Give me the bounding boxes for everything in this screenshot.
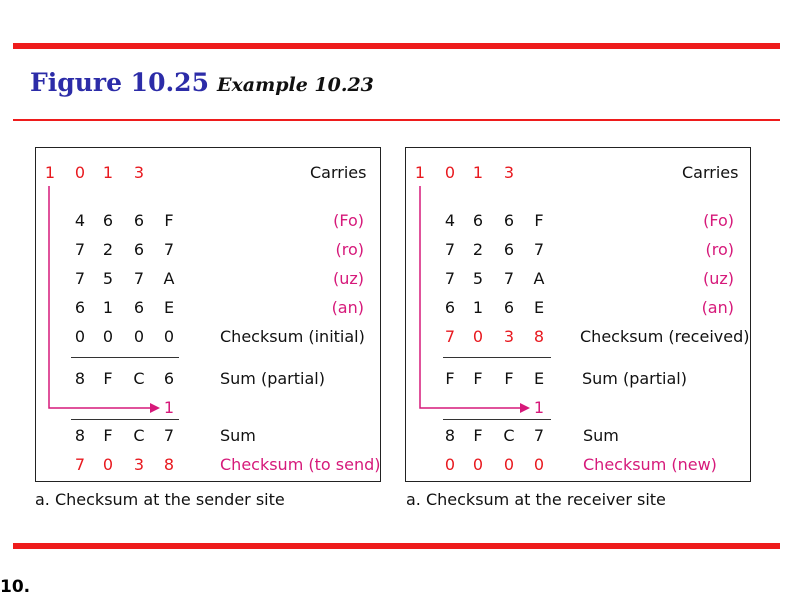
- sender-panel: [35, 147, 381, 482]
- receiver-digit: 5: [472, 269, 484, 288]
- receiver-digit: 4: [444, 211, 456, 230]
- receiver-carry-digit: 3: [503, 163, 515, 182]
- receiver-panel: [405, 147, 751, 482]
- sender-digit: 7: [133, 269, 145, 288]
- sender-row-label: (ro): [335, 240, 364, 259]
- sender-checksum-digit: 3: [133, 455, 145, 474]
- sender-row-label: (an): [331, 298, 364, 317]
- receiver-row-label: (uz): [702, 269, 734, 288]
- receiver-carry-digit: 1: [414, 163, 426, 182]
- receiver-digit: E: [533, 298, 545, 317]
- receiver-digit: F: [445, 369, 455, 388]
- receiver-carry-digit: 0: [444, 163, 456, 182]
- sender-partial-label: Sum (partial): [220, 369, 325, 388]
- title-divider: [13, 119, 780, 121]
- sender-digit: E: [163, 298, 175, 317]
- sender-digit: 6: [74, 298, 86, 317]
- receiver-received-digit: 8: [533, 327, 545, 346]
- sender-checksum-digit: 8: [163, 455, 175, 474]
- sender-digit: 0: [163, 327, 175, 346]
- sender-row-label: (Fo): [333, 211, 364, 230]
- sender-digit: 6: [133, 211, 145, 230]
- receiver-digit: A: [533, 269, 545, 288]
- receiver-checksum-digit: 0: [472, 455, 484, 474]
- sender-digit: 0: [102, 327, 114, 346]
- sender-carries-label: Carries: [310, 163, 367, 182]
- sender-digit: 0: [74, 327, 86, 346]
- sender-digit: C: [133, 369, 145, 388]
- receiver-checksum-label: Checksum (new): [583, 455, 717, 474]
- receiver-carry-in: 1: [533, 398, 545, 417]
- sender-sum-label: Sum: [220, 426, 256, 445]
- sender-digit: 6: [133, 240, 145, 259]
- top-red-rule: [13, 43, 780, 49]
- receiver-digit: 6: [503, 240, 515, 259]
- sender-digit: 6: [163, 369, 175, 388]
- sender-digit: 8: [74, 369, 86, 388]
- receiver-digit: 7: [533, 426, 545, 445]
- sender-digit: 6: [133, 298, 145, 317]
- receiver-digit: C: [503, 426, 515, 445]
- receiver-received-digit: 7: [444, 327, 456, 346]
- page-footer: 10.: [0, 577, 31, 597]
- sender-digit: 7: [74, 240, 86, 259]
- receiver-partial-label: Sum (partial): [582, 369, 687, 388]
- receiver-digit: 7: [444, 269, 456, 288]
- sender-digit: 1: [102, 298, 114, 317]
- sender-carry-in: 1: [163, 398, 175, 417]
- receiver-digit: 7: [533, 240, 545, 259]
- sender-digit: 5: [102, 269, 114, 288]
- sender-final-divider: [71, 419, 179, 420]
- receiver-checksum-digit: 0: [533, 455, 545, 474]
- sender-digit: A: [163, 269, 175, 288]
- receiver-digit: 6: [444, 298, 456, 317]
- receiver-digit: 6: [472, 211, 484, 230]
- sender-row-label: (uz): [332, 269, 364, 288]
- sender-carry-digit: 3: [133, 163, 145, 182]
- sender-digit: 2: [102, 240, 114, 259]
- receiver-checksum-digit: 0: [444, 455, 456, 474]
- sender-digit: C: [133, 426, 145, 445]
- receiver-digit: 6: [503, 211, 515, 230]
- receiver-carries-label: Carries: [682, 163, 739, 182]
- sender-checksum-digit: 0: [102, 455, 114, 474]
- sender-digit: 8: [74, 426, 86, 445]
- receiver-sum-label: Sum: [583, 426, 619, 445]
- sender-digit: 4: [74, 211, 86, 230]
- sender-digit: 6: [102, 211, 114, 230]
- receiver-digit: F: [504, 369, 514, 388]
- receiver-digit: 7: [444, 240, 456, 259]
- sender-carry-digit: 1: [44, 163, 56, 182]
- sender-carry-digit: 0: [74, 163, 86, 182]
- receiver-row-label: (an): [701, 298, 734, 317]
- sender-digit: F: [103, 426, 113, 445]
- receiver-carry-digit: 1: [472, 163, 484, 182]
- receiver-digit: F: [473, 369, 483, 388]
- receiver-digit: F: [534, 211, 544, 230]
- sender-carry-digit: 1: [102, 163, 114, 182]
- receiver-checksum-received-label: Checksum (received): [580, 327, 750, 346]
- sender-checksum-digit: 7: [74, 455, 86, 474]
- receiver-caption: a. Checksum at the receiver site: [406, 490, 666, 509]
- receiver-digit: F: [473, 426, 483, 445]
- receiver-row-label: (Fo): [703, 211, 734, 230]
- sender-digit: 0: [133, 327, 145, 346]
- receiver-digit: E: [533, 369, 545, 388]
- sender-digit: 7: [163, 240, 175, 259]
- sender-caption: a. Checksum at the sender site: [35, 490, 285, 509]
- receiver-checksum-digit: 0: [503, 455, 515, 474]
- receiver-final-divider: [443, 419, 551, 420]
- sender-digit: 7: [74, 269, 86, 288]
- example-label: Example 10.23: [216, 74, 374, 96]
- receiver-digit: 7: [503, 269, 515, 288]
- receiver-received-digit: 0: [472, 327, 484, 346]
- figure-number: Figure 10.25: [30, 68, 209, 97]
- receiver-digit: 6: [503, 298, 515, 317]
- receiver-digit: 2: [472, 240, 484, 259]
- sender-digit: F: [103, 369, 113, 388]
- sender-digit: F: [164, 211, 174, 230]
- sender-checksum-label: Checksum (to send): [220, 455, 381, 474]
- receiver-digit: 1: [472, 298, 484, 317]
- sender-digit: 7: [163, 426, 175, 445]
- figure-title: [30, 68, 374, 97]
- receiver-digit: 8: [444, 426, 456, 445]
- bottom-red-rule: [13, 543, 780, 549]
- receiver-row-label: (ro): [705, 240, 734, 259]
- sender-checksum-initial-label: Checksum (initial): [220, 327, 365, 346]
- receiver-received-digit: 3: [503, 327, 515, 346]
